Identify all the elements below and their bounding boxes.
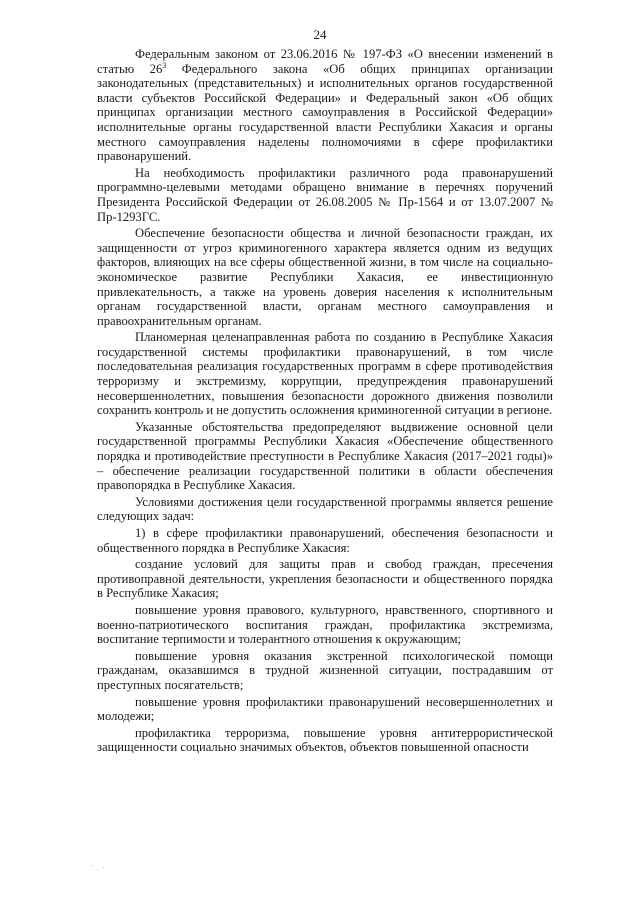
paragraph-task-education: повышение уровня правового, культурного, нравственного, спортивного и военно-патриотического воспитания граждан, профилактика экстремизма, воспитание терпимости и толерантного отношения к окружающим;	[97, 602, 553, 647]
paragraph-systematic-work: Планомерная целенаправленная работа по созданию в Республике Хакасия государственной системы профилактики правонарушений, в том числе последовательная реализация государственных программ в сфере противодействия терроризму и экстремизму, коррупции, предупреждения правонарушений несовершеннолетних, повышения безопасности дорожного движения позволили сохранить контроль и не допустить осложнения криминогенной ситуации в регионе.	[97, 330, 553, 418]
paragraph-task-terrorism: профилактика терроризма, повышение уровня антитеррористической защищенности социально значимых объектов, объектов повышенной опасности	[97, 725, 553, 755]
paragraph-program-goal: Указанные обстоятельства предопределяют выдвижение основной цели государственной программы Республики Хакасия «Обеспечение общественного порядка и противодействие преступности в Республике Хакасия (2017–2021 годы)» – обеспечение реализации государственной политики в области обеспечения правопорядка в Республике Хакасия.	[97, 419, 553, 493]
scan-artifact: ' . ·	[92, 864, 106, 872]
paragraph-president-orders: На необходимость профилактики различного рода правонарушений программно-целевыми методами обращено внимание в перечнях поручений Президента Российской Федерации от 26.08.2005 № Пр-1564 и от 13.07.2007 № Пр-1293ГС.	[97, 165, 553, 224]
paragraph-public-safety: Обеспечение безопасности общества и личной безопасности граждан, их защищенности от угроз криминогенного характера является одним из ведущих факторов, влияющих на все сферы общественной жизни, в том числе на социально-экономическое развитие Республики Хакасия, ее инвестиционную привлекательность, а также на уровень доверия населения к исполнительным органам государственной власти, органам местного самоуправления и правоохранительным органам.	[97, 226, 553, 328]
paragraph-task-youth: повышение уровня профилактики правонарушений несовершеннолетних и молодежи;	[97, 694, 553, 724]
document-body	[97, 47, 553, 755]
paragraph-text: Федеральным законом от 23.06.2016 № 197-ФЗ «О внесении изменений в статью 26	[97, 47, 553, 76]
paragraph-text: Федерального закона «Об общих принципах организации законодательных (представительных) и исполнительных органов государственной власти субъектов Российской Федерации» и Федеральный закон «Об общих принципах организации местного самоуправления в Российской Федерации» исполнительные органы государственной власти Республики Хакасия и органы местного самоуправления наделены полномочиями в сфере профилактики правонарушений.	[97, 61, 553, 164]
paragraph-tasks-intro: Условиями достижения цели государственной программы является решение следующих задач:	[97, 494, 553, 524]
superscript: 3	[162, 60, 167, 70]
paragraph-federal-law	[97, 47, 553, 164]
paragraph-task-1: 1) в сфере профилактики правонарушений, обеспечения безопасности и общественного порядка в Республике Хакасия:	[97, 526, 553, 555]
paragraph-task-psychological-help: повышение уровня оказания экстренной психологической помощи гражданам, оказавшимся в трудной жизненной ситуации, пострадавшим от преступных посягательств;	[97, 648, 553, 692]
paragraph-task-rights: создание условий для защиты прав и свобод граждан, пресечения противоправной деятельности, укрепления безопасности и общественного порядка в Республике Хакасия;	[97, 557, 553, 601]
page-number: 24	[313, 27, 327, 42]
